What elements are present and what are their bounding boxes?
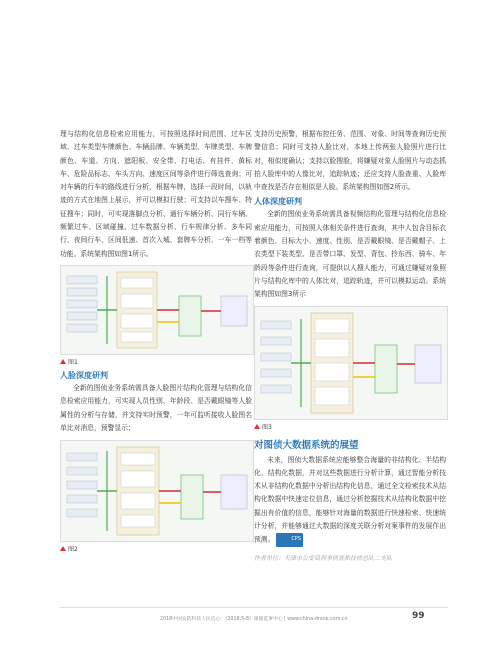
figure-3-label: 图3 [262, 423, 272, 431]
architecture-diagram-2 [61, 441, 253, 541]
architecture-diagram-1 [61, 266, 253, 354]
caption-triangle-icon [254, 424, 260, 429]
caption-triangle-icon [60, 546, 66, 551]
left-paragraph-2: 全新的图侦业务系统需具备人脸图片结构化管理与结构化信息检索应用能力，可实现人员性别、年龄段、是否戴眼镜等人脸属性的分析与存储，并支持实时预警，一年可监听接收人脸图名单比对消息，预警显示； [60, 383, 252, 432]
page-number: 99 [412, 611, 425, 621]
caption-triangle-icon [60, 359, 66, 364]
right-paragraph-3-text: 未来，图侦大数据系统应能够整合海量的非结构化、半结构化、结构化数据，并对这些数据进行分析计算，通过智能分析技术从非结构化数据中分析出结构化信息，通过全文检索技术从结构化数据中快速定位信息，通过分析挖掘技术从结构化数据中挖掘出有价值的信息，能够针对海量的数据进行快速检索、快速统计分析，并能够通过大数据的深度关联分析对案事件的发展作出预测。 [254, 455, 446, 544]
figure-1-caption [60, 357, 252, 366]
section-title-body: 人体深度研判 [254, 197, 302, 207]
figure-1-label: 图1 [68, 358, 78, 366]
figure-3 [254, 306, 448, 420]
architecture-diagram-3 [255, 307, 447, 419]
left-column [60, 128, 252, 557]
right-paragraph-2: 全新的图侦业务系统需具备视频结构化管理与结构化信息检索应用能力，可按照人体相关条件进行查询，其中人包含目标衣着颜色、目标大小、速度、性别、是否戴眼镜、是否戴帽子、上衣类型下装类型、是否带口罩、发型、背包、拎东西、骑车、年龄段等条件进行查询，可提供以人搜人能力，可通过嫌疑对象照片与结构化库中的人体比对，追踪轨迹，并可以模拟运动。系统架构图如图3所示 [254, 210, 446, 299]
left-paragraph-1: 理与结构化信息检索应用能力，可按照选择时间范围、过车区域、过车类型车牌颜色、车辆品牌、车辆类型、车牌类型、车牌颜色、车道、方向、遮阳板、安全带、打电话、有挂件、黄标车、危险品标志、车头方向、速度区间等条件进行筛选查询；可对车辆的行车的路线进行分析，根据车牌，选择一段时间，以轨迹的方式在地图上展示，并可以模拟行驶；可支持以车搜车、特征搜车；同时，可实现落脚点分析、通行车辆分析、同行车辆、频繁过车、区域碰撞、过车数据分析、行车规律分析、多车同行、夜间行车、区间低速、首次入城、套牌车分析、一车一档等功能。系统架构图如图1所示。 [60, 130, 252, 258]
right-column [254, 128, 446, 562]
right-paragraph-1: 支持历史预警，根据布控任务、范围、对象、时间等查询历史预警信息；同时可支持人脸比对，本地上传两张人脸照片进行比对，相似度确认；支持以脸搜脸，将嫌疑对象人脸照片与动态抓拍人脸库中的人像比对，追踪轨迹；还应支持人脸查重、人脸库中查找是否存在相似是人脸。系统架构图如图2所示。 [254, 130, 446, 192]
footer-rule [60, 607, 448, 608]
right-paragraph-3 [254, 454, 446, 548]
author-affiliation: 作者单位：天津市公安局刑事侦查和技侦总队二支队 [254, 555, 393, 563]
figure-2-label: 图2 [68, 546, 78, 554]
figure-2 [60, 440, 254, 542]
figure-3-caption [254, 422, 446, 431]
end-of-article-badge: CPS [276, 533, 303, 546]
section-title-face: 人脸深度研判 [60, 370, 108, 380]
figure-1 [60, 265, 254, 355]
section-title-outlook: 对图侦大数据系统的展望 [254, 439, 359, 451]
footer-text: 2018中国安防科技人民信心：《2018.5-8》课题监事中心 | www.china-drone.com.cn [160, 617, 348, 622]
figure-2-caption [60, 544, 252, 553]
